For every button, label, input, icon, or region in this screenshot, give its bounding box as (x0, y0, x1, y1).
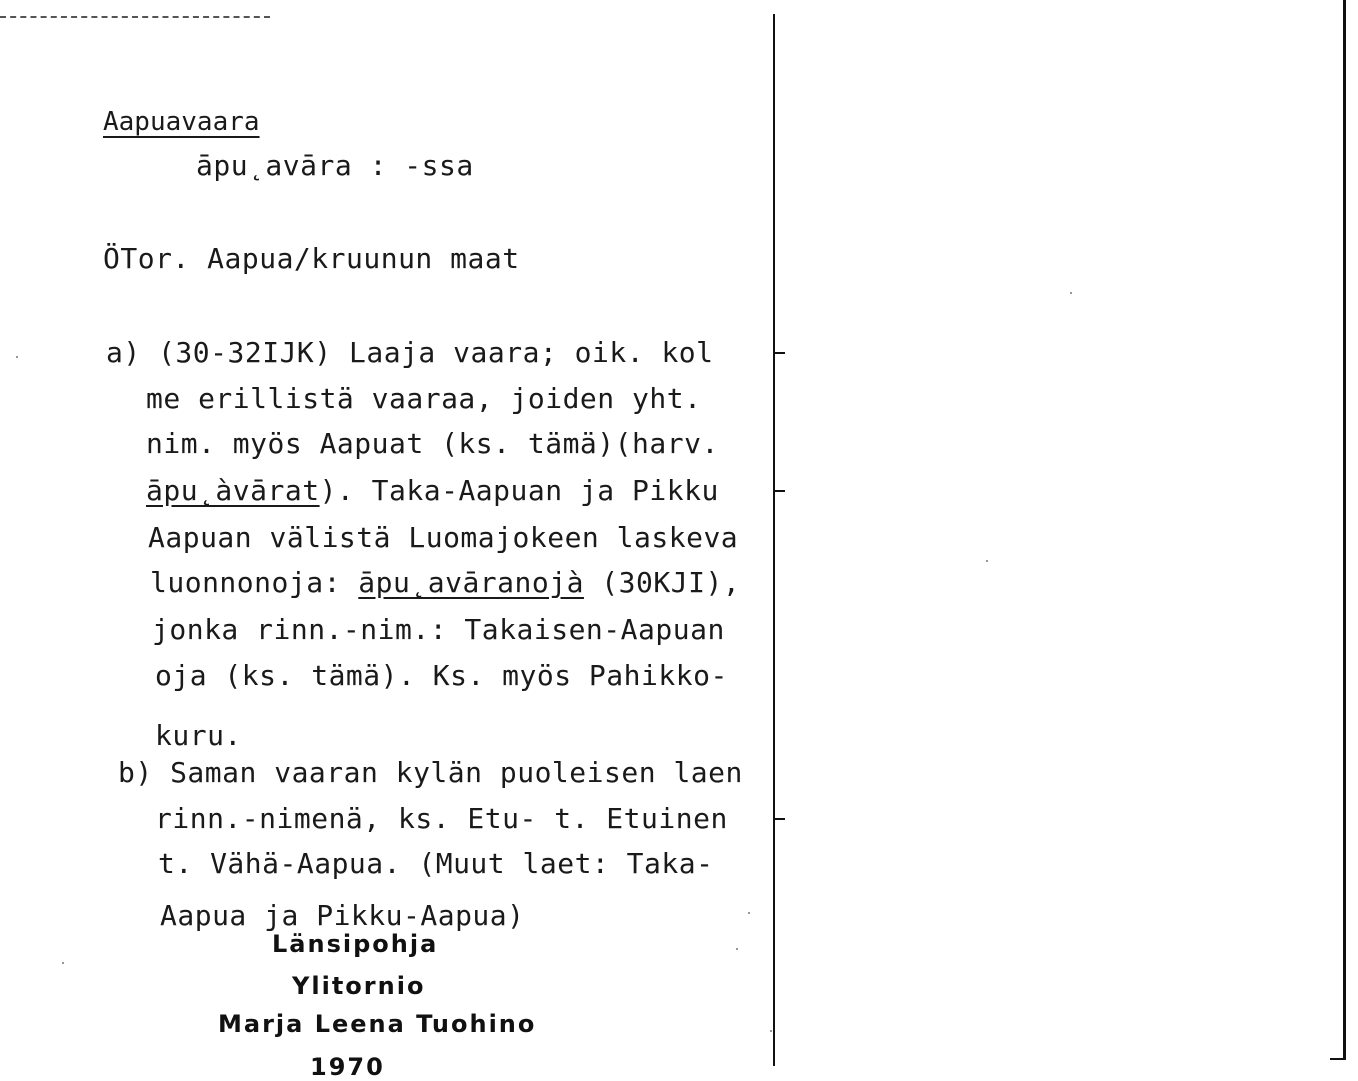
headword: Aapuavaara (103, 107, 260, 137)
section-b-line: Aapua ja Pikku-Aapua) (160, 899, 525, 932)
scan-speck (16, 356, 18, 358)
hyphen-mark (773, 352, 785, 354)
card-right-edge (1343, 0, 1346, 1060)
section-b-line: b) Saman vaaran kylän puoleisen laen (118, 756, 743, 789)
location-line: ÖTor. Aapua/kruunun maat (103, 242, 520, 275)
scan-speck (62, 962, 64, 964)
section-a-line: kuru. (155, 719, 242, 752)
column-divider-line (773, 14, 775, 1066)
dialect-form: āpu˛àvārat (146, 474, 320, 507)
section-b-line: t. Vähä-Aapua. (Muut laet: Taka- (158, 847, 714, 880)
pronunciation: āpu˛avāra : -ssa (196, 149, 474, 182)
section-a-line: jonka rinn.-nim.: Takaisen-Aapuan (152, 613, 725, 646)
hyphen-mark (773, 818, 785, 820)
corner-mark (1330, 1058, 1346, 1060)
section-a-text: luonnonoja: (150, 566, 359, 599)
hyphen-mark (773, 490, 785, 492)
scan-speck (986, 560, 988, 562)
scan-speck (748, 912, 750, 914)
dialect-form: āpu˛avāranojà (358, 566, 584, 599)
section-a-line: oja (ks. tämä). Ks. myös Pahikko- (155, 659, 728, 692)
stamp-collector: Marja Leena Tuohino (218, 1010, 537, 1038)
section-a-text: (30KJI), (583, 566, 741, 599)
section-a-line (146, 475, 719, 507)
scan-speck (1070, 292, 1072, 294)
scan-speck (770, 1030, 772, 1032)
section-a-line: a) (30-32IJK) Laaja vaara; oik. kol (106, 336, 714, 369)
top-edge-rule (0, 16, 270, 18)
section-a-text: ). Taka-Aapuan ja Pikku (319, 474, 719, 507)
section-a-line (150, 567, 740, 599)
stamp-region: Länsipohja (272, 930, 439, 958)
stamp-parish: Ylitornio (292, 972, 426, 1000)
scan-speck (736, 948, 738, 950)
section-a-line: me erillistä vaaraa, joiden yht. (146, 382, 702, 415)
stamp-year: 1970 (310, 1053, 385, 1081)
section-a-line: Aapuan välistä Luomajokeen laskeva (148, 521, 739, 554)
section-a-line: nim. myös Aapuat (ks. tämä)(harv. (146, 427, 719, 460)
section-b-line: rinn.-nimenä, ks. Etu- t. Etuinen (155, 802, 728, 835)
